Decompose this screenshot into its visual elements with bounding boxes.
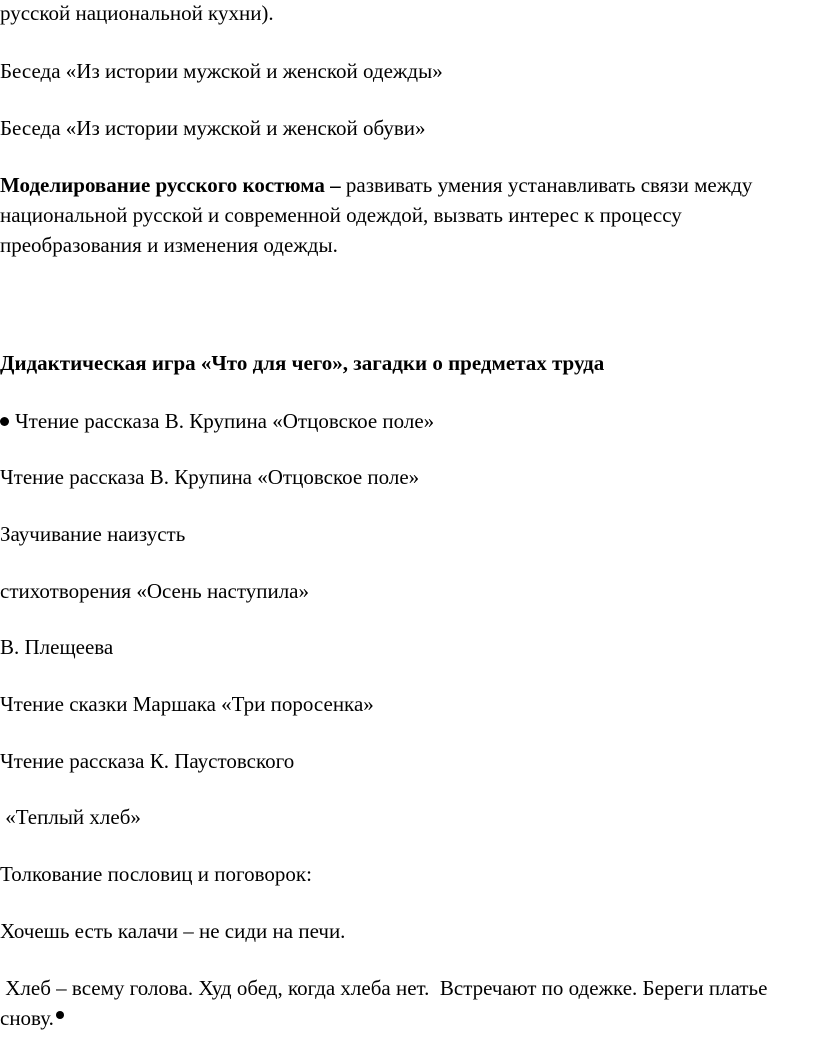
- text-line-author: В. Плещеева: [0, 635, 114, 659]
- bullet-icon: [0, 417, 9, 426]
- text-line-marshak: Чтение сказки Маршака «Три поросенка»: [0, 692, 374, 716]
- modeling-heading: Моделирование русского костюма –: [0, 173, 341, 197]
- text-line-talk-clothes: Беседа «Из истории мужской и женской одежды»: [0, 59, 443, 83]
- text-line-paustovsky: Чтение рассказа К. Паустовского: [0, 749, 295, 773]
- text-line-proverbs-title: Толкование пословиц и поговорок:: [0, 862, 312, 886]
- bullet-icon: [56, 1011, 64, 1019]
- heading-didactic-game: Дидактическая игра «Что для чего», загадки о предметах труда: [0, 351, 605, 375]
- bullet-item-label: Чтение рассказа В. Крупина «Отцовское поле»: [15, 409, 435, 433]
- text-line-reading-krupin: Чтение рассказа В. Крупина «Отцовское поле»: [0, 465, 420, 489]
- text-line-warm-bread: «Теплый хлеб»: [0, 805, 141, 829]
- text-line-talk-shoes: Беседа «Из истории мужской и женской обуви»: [0, 116, 426, 140]
- bullet-item-reading: [0, 406, 434, 436]
- text-line-memorize: Заучивание наизусть: [0, 522, 186, 546]
- proverb-2-text: Хлеб – всему голова. Худ обед, когда хлеба нет. Встречают по одежке. Береги платье снову.: [0, 976, 773, 1030]
- text-line-proverb-1: Хочешь есть калачи – не сиди на печи.: [0, 919, 346, 943]
- paragraph-proverb-2: [0, 973, 800, 1033]
- paragraph-modeling: [0, 170, 800, 260]
- text-line-poem: стихотворения «Осень наступила»: [0, 579, 310, 603]
- text-line-kitchen: русской национальной кухни).: [0, 1, 274, 25]
- modeling-text: развивать умения устанавливать связи между национальной русской и современной одеждой, вызвать интерес к процессу преобразования и изменения одежды.: [0, 173, 753, 257]
